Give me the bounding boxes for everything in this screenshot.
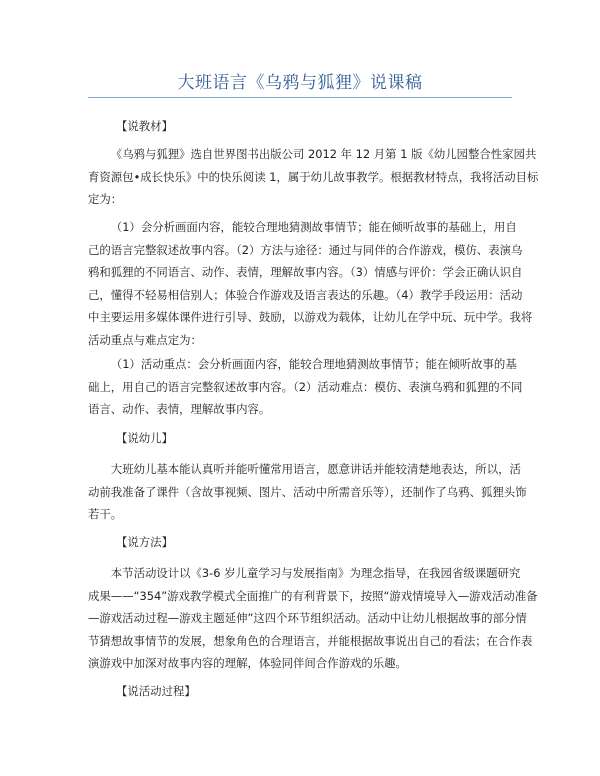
text-line: 本节活动设计以《3-6 岁儿童学习与发展指南》为理念指导，在我园省级课题研究 bbox=[110, 566, 521, 580]
text-line: 己的语言完整叙述故事内容。（2）方法与途径：通过与同伴的合作游戏，模仿、表演乌 bbox=[88, 242, 523, 257]
text-line: 鸦和狐狸的不同语言、动作、表情，理解故事内容。（3）情感与评价：学会正确认识自 bbox=[88, 265, 523, 279]
section-heading-children: 【说幼儿】 bbox=[116, 431, 173, 445]
text-line: 己，懂得不轻易相信别人；体验合作游戏及语言表达的乐趣。（4）教学手段运用：活动 bbox=[88, 287, 523, 302]
section-heading-textbook: 【说教材】 bbox=[116, 119, 173, 133]
text-line: 节猜想故事情节的发展，想象角色的合理语言，并能根据故事说出自己的看法；在合作表 bbox=[88, 633, 533, 648]
text-line: 若干。 bbox=[88, 507, 123, 521]
text-line: 大班幼儿基本能认真听并能听懂常用语言，愿意讲话并能较清楚地表达，所以，活 bbox=[110, 462, 521, 476]
paragraph-children bbox=[88, 458, 527, 526]
text-line: （1）会分析画面内容，能较合理地猜测故事情节；能在倾听故事的基础上，用自 bbox=[110, 220, 517, 234]
paragraph-key-points bbox=[88, 353, 523, 421]
text-line: 成果——“354”游戏教学模式全面推广的有利背景下，按照“游戏情境导入—游戏活动准备 bbox=[88, 588, 538, 603]
document-title: 大班语言《乌鸦与狐狸》说课稿 bbox=[177, 73, 423, 93]
title-underline bbox=[88, 97, 512, 98]
text-line: 定为： bbox=[88, 192, 123, 206]
text-line: 础上，用自己的语言完整叙述故事内容。（2）活动难点：模仿、表演乌鸦和狐狸的不同 bbox=[88, 379, 523, 394]
section-heading-process: 【说活动过程】 bbox=[116, 684, 196, 698]
text-line: （1）活动重点：会分析画面内容，能较合理地猜测故事情节；能在倾听故事的基 bbox=[110, 357, 517, 371]
section-heading-methods: 【说方法】 bbox=[116, 535, 173, 549]
paragraph-activity-goals bbox=[88, 216, 533, 351]
text-line: 演游戏中加深对故事内容的理解，体验同伴间合作游戏的乐趣。 bbox=[88, 656, 407, 670]
text-line: 语言、动作、表情，理解故事内容。 bbox=[88, 402, 271, 416]
text-line: —游戏活动过程—游戏主题延伸”这四个环节组织活动。活动中让幼儿根据故事的部分情 bbox=[88, 611, 527, 625]
paragraph-methods bbox=[88, 562, 538, 675]
text-line: 动前我准备了课件（含故事视频、图片、活动中所需音乐等），还制作了乌鸦、狐狸头饰 bbox=[88, 484, 527, 499]
text-line: 中主要运用多媒体课件进行引导、鼓励，以游戏为载体，让幼儿在学中玩、玩中学。我将 bbox=[88, 310, 533, 324]
paragraph-textbook-intro bbox=[88, 143, 539, 211]
text-line: 《乌鸦与狐狸》选自世界图书出版公司 2012 年 12 月第 1 版《幼儿园整合性家园共 bbox=[110, 147, 537, 161]
text-line: 育资源包•成长快乐》中的快乐阅读 1，属于幼儿故事教学。根据教材特点，我将活动目标 bbox=[88, 169, 539, 184]
text-line: 活动重点与难点定为： bbox=[88, 332, 202, 347]
